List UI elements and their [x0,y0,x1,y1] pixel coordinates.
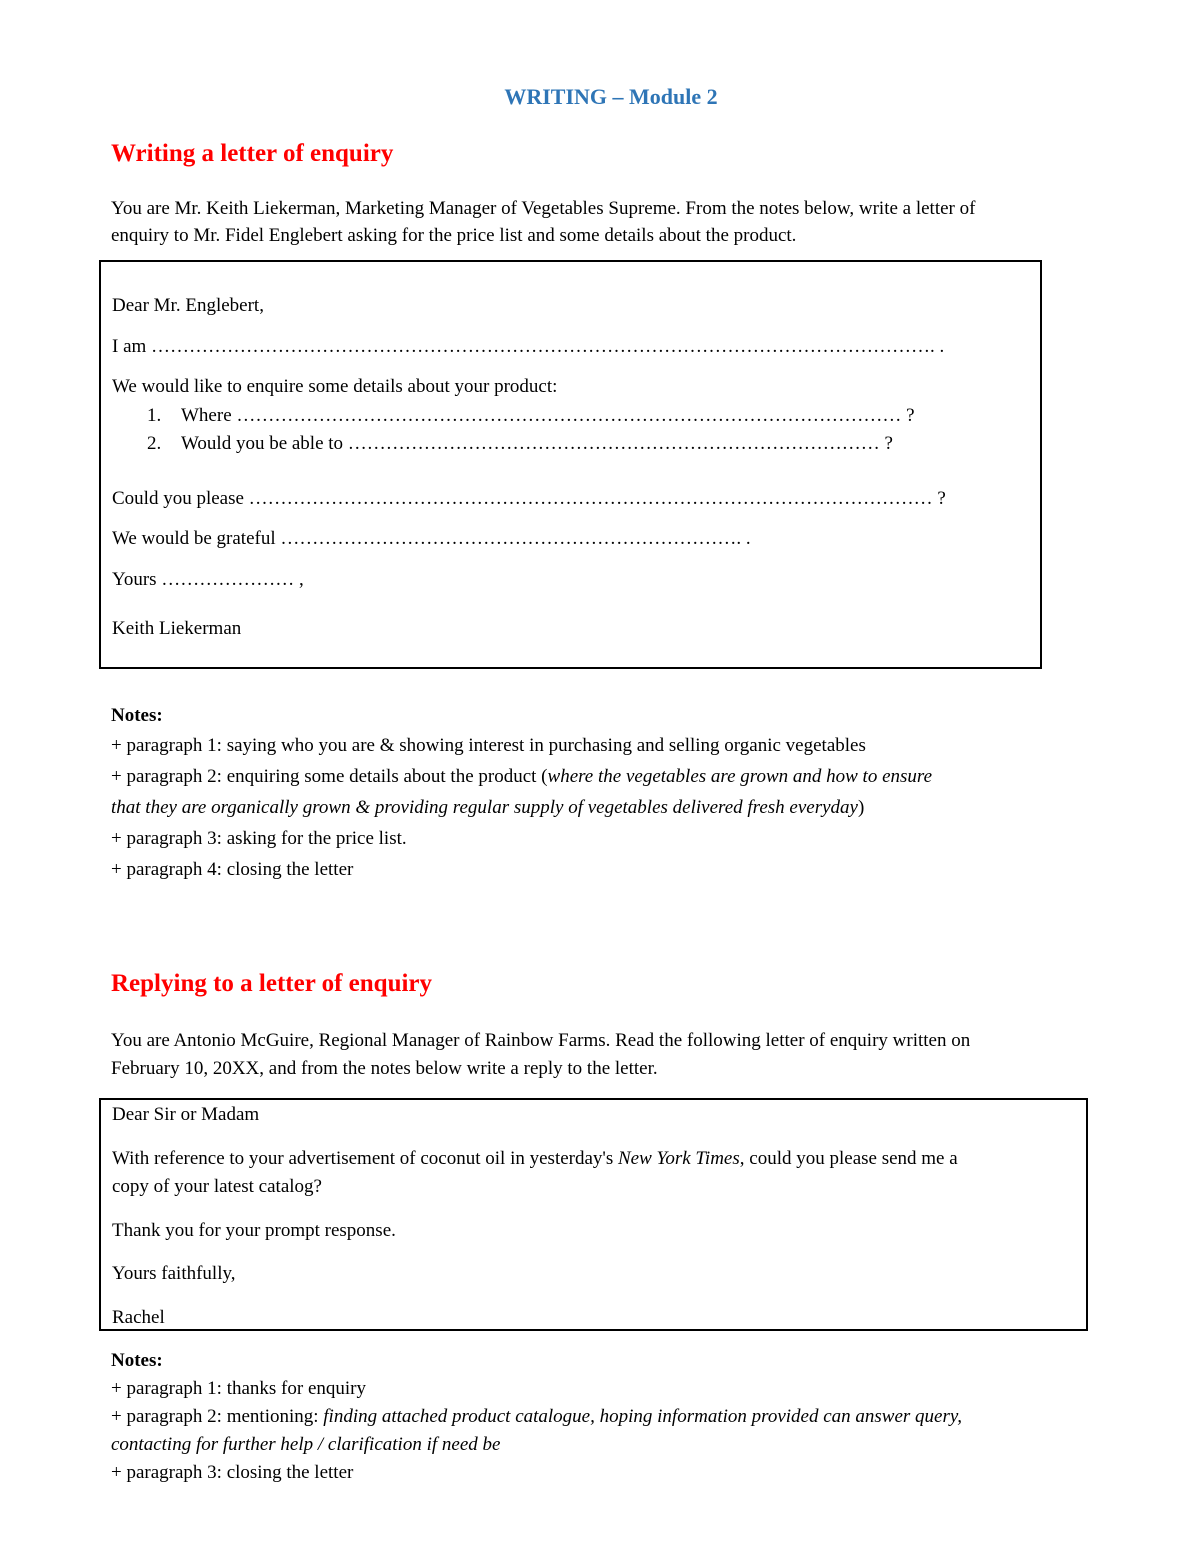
note-item: + paragraph 3: closing the letter [111,1462,354,1483]
newspaper-name: New York Times [617,1148,740,1169]
note-item: + paragraph 3: asking for the price list. [111,828,407,849]
letter-signature: Keith Liekerman [112,618,242,639]
note-text: + paragraph 2: mentioning: [111,1406,324,1427]
task-text-line: You are Antonio McGuire, Regional Manager of Rainbow Farms. Read the following letter of enquiry written on [111,1030,971,1051]
note-text: + paragraph 2: enquiring some details about the product ( [111,766,548,787]
notes-label: Notes: [111,705,163,726]
notes-label: Notes: [111,1350,163,1371]
letter-line-i-am: I am ……………………………………………………………………………………………………………. . [112,336,945,357]
note-item: + paragraph 1: thanks for enquiry [111,1378,366,1399]
note-text: ) [857,797,865,818]
list-item-would-you: Would you be able to ………………………………………………………………………… ? [181,433,893,454]
letter-body-line: copy of your latest catalog? [112,1176,322,1197]
list-item-number: 1. [147,405,162,426]
note-item: + paragraph 1: saying who you are & showing interest in purchasing and selling organic vegetables [111,735,866,756]
task-text-line: You are Mr. Keith Liekerman, Marketing Manager of Vegetables Supreme. From the notes below, write a letter of [111,198,976,219]
letter-line-yours: Yours ………………… , [112,569,304,590]
note-italic-text: that they are organically grown & providing regular supply of vegetables delivered fresh everyday [111,797,858,818]
note-item [111,1403,962,1431]
section-heading-reply: Replying to a letter of enquiry [111,970,433,997]
letter-salutation: Dear Sir or Madam [112,1104,260,1125]
note-italic-text: finding attached product catalogue, hoping information provided can answer query, [323,1406,962,1427]
letter-text: With reference to your advertisement of coconut oil in yesterday's [112,1148,618,1169]
letter-template-box [99,260,1042,669]
task-text-line: February 10, 20XX, and from the notes below write a reply to the letter. [111,1058,658,1079]
note-item: + paragraph 4: closing the letter [111,859,354,880]
letter-text: , could you please send me a [739,1148,958,1169]
letter-line-grateful: We would be grateful ………………………………………………………………. . [112,528,751,549]
note-italic-text: where the vegetables are grown and how to ensure [547,766,933,787]
letter-signature: Rachel [112,1307,165,1328]
letter-closing: Yours faithfully, [112,1263,236,1284]
document-title: WRITING – Module 2 [504,84,718,109]
letter-body-line [112,1145,958,1173]
note-item [111,763,932,791]
letter-line-enquire: We would like to enquire some details about your product: [112,376,558,397]
list-item-number: 2. [147,433,162,454]
task-text-line: enquiry to Mr. Fidel Englebert asking for the price list and some details about the product. [111,225,797,246]
sample-letter-box [99,1098,1088,1331]
letter-salutation: Dear Mr. Englebert, [112,295,264,316]
note-item-continued [111,794,864,822]
list-item-where: Where …………………………………………………………………………………………… ? [181,405,915,426]
note-item-continued: contacting for further help / clarification if need be [111,1434,501,1455]
letter-body-line: Thank you for your prompt response. [112,1220,396,1241]
section-heading-enquiry: Writing a letter of enquiry [111,140,394,167]
letter-line-could: Could you please ……………………………………………………………………………………………… ? [112,488,946,509]
